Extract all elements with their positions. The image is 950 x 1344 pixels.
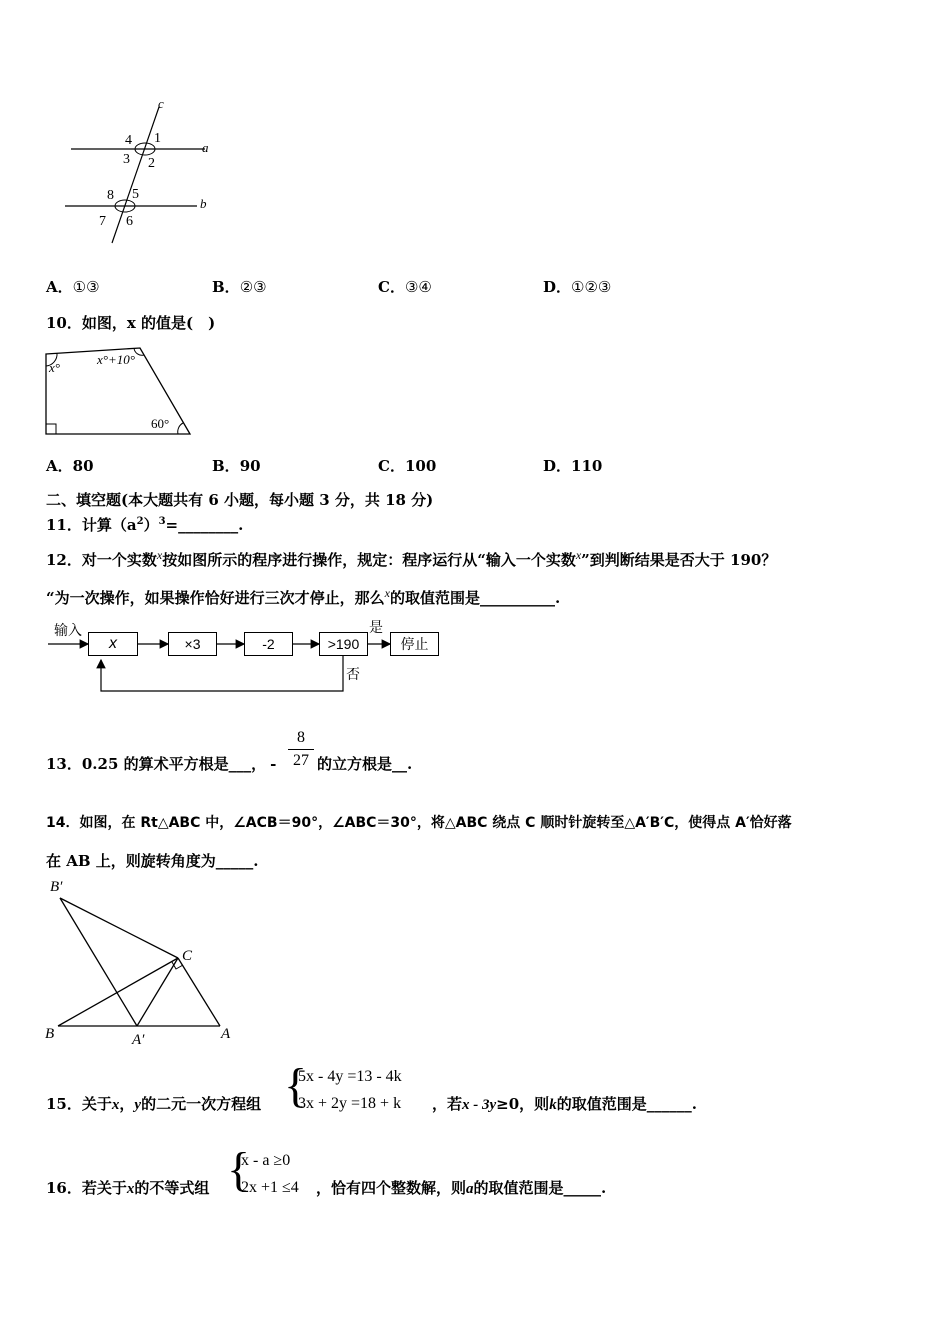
flow-no-label: 否 bbox=[346, 666, 360, 682]
q16-brace: { bbox=[227, 1143, 251, 1196]
q10-option-a: A．80 bbox=[46, 457, 94, 475]
q9-option-a: A．①③ bbox=[46, 278, 100, 296]
label-c: c bbox=[158, 96, 164, 111]
quadrilateral-figure bbox=[40, 342, 200, 442]
q9-option-d: D．①②③ bbox=[543, 278, 612, 296]
angle-x-label: x° bbox=[49, 360, 60, 375]
flow-yes-label: 是 bbox=[369, 619, 383, 635]
vertex-label-Ap: A′ bbox=[132, 1032, 145, 1048]
q10-stem: 10．如图，x 的值是( ) bbox=[46, 314, 216, 332]
angle-label-3: 3 bbox=[123, 152, 130, 167]
q9-option-c: C．③④ bbox=[378, 278, 432, 296]
q9-option-b: B．②③ bbox=[212, 278, 267, 296]
label-a: a bbox=[202, 140, 209, 155]
q15-pre: 15．关于x，y的二元一次方程组 bbox=[46, 1095, 262, 1113]
angle-label-4: 4 bbox=[125, 133, 132, 148]
q16-ineq1: x - a ≥0 bbox=[241, 1152, 291, 1169]
q13-text: 13．0.25 的算术平方根是___， - bbox=[46, 755, 277, 773]
angle-label-8: 8 bbox=[107, 188, 114, 203]
flowchart-arrows bbox=[46, 615, 456, 700]
q14-line1: 14．如图，在 Rt△ABC 中，∠ACB＝90°，∠ABC＝30°，将△ABC 绕点 C 顺时针旋转至△A′B′C，使得点 A′恰好落 bbox=[46, 815, 792, 831]
angle-label-6: 6 bbox=[126, 214, 133, 229]
vertex-label-A: A bbox=[221, 1026, 231, 1042]
q15-post: ，若x - 3y≥0，则k的取值范围是______. bbox=[432, 1095, 697, 1113]
flow-box-x: x bbox=[88, 632, 138, 656]
q12-line2: “为一次操作，如果操作恰好进行三次才停止，那么$^x$的取值范围是__________. bbox=[46, 586, 561, 607]
flow-input-label: 输入 bbox=[54, 622, 82, 638]
flow-box-times3: ×3 bbox=[168, 632, 217, 656]
angle-label-5: 5 bbox=[132, 187, 139, 202]
angle-60-label: 60° bbox=[151, 416, 170, 431]
q16-pre: 16．若关于x的不等式组 bbox=[46, 1179, 210, 1197]
parallel-lines-figure bbox=[55, 95, 225, 250]
q16-ineq2: 2x +1 ≤4 bbox=[241, 1179, 299, 1196]
flow-box-minus2: -2 bbox=[244, 632, 293, 656]
flow-box-gt190: >190 bbox=[319, 632, 368, 656]
q15-eq2: 3x + 2y =18 + k bbox=[298, 1095, 402, 1112]
angle-label-7: 7 bbox=[99, 214, 106, 229]
q11: 11．计算$(a^2)^3=\_\_\_\_\_\_\_\_$. bbox=[46, 516, 244, 534]
q10-option-c: C．100 bbox=[378, 457, 437, 475]
q10-option-d: D．110 bbox=[543, 457, 603, 475]
q13-fraction bbox=[288, 728, 314, 771]
q16-post: ，恰有四个整数解，则a的取值范围是_____. bbox=[316, 1179, 607, 1197]
flow-box-stop: 停止 bbox=[390, 632, 439, 656]
q12-line1: 12．对一个实数$^x$按如图所示的程序进行操作，规定：程序运行从“输入一个实数$^x$”到判断结果是否大于 190？ bbox=[46, 548, 777, 569]
vertex-label-B: B bbox=[45, 1026, 55, 1042]
angle-x10-label: x°+10° bbox=[97, 352, 135, 367]
vertex-label-C: C bbox=[182, 948, 193, 964]
q15-brace: { bbox=[284, 1059, 308, 1112]
q10-option-b: B．90 bbox=[212, 457, 261, 475]
angle-label-2: 2 bbox=[148, 156, 155, 171]
label-b: b bbox=[200, 196, 207, 211]
q14-line2: 在 AB 上，则旋转角度为_____. bbox=[46, 852, 259, 870]
fraction-denominator: 27 bbox=[293, 752, 309, 769]
angle-label-1: 1 bbox=[154, 131, 161, 146]
rotation-triangle-figure bbox=[40, 872, 240, 1052]
q13-text-post: 的立方根是__. bbox=[317, 755, 413, 773]
q15-eq1: 5x - 4y =13 - 4k bbox=[298, 1068, 402, 1085]
vertex-label-Bp: B′ bbox=[50, 879, 63, 895]
section-2-title: 二、填空题(本大题共有 6 小题，每小题 3 分，共 18 分) bbox=[46, 491, 434, 509]
fraction-numerator: 8 bbox=[297, 729, 305, 746]
